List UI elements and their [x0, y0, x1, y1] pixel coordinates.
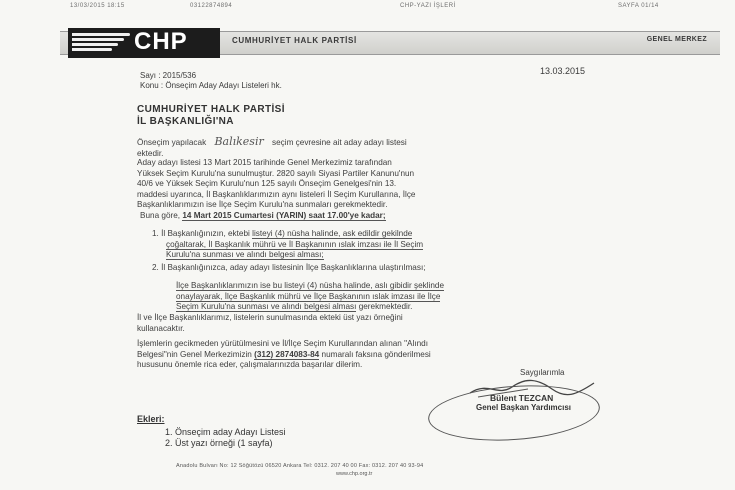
p1-text-a: Önseçim yapılacak [137, 138, 207, 147]
p2-line-2: Yüksek Seçim Kurulu'na sunulmuştur. 2820 sayılı Siyasi Partiler Kanunu'nun [137, 168, 415, 178]
fax-header [70, 3, 715, 13]
list-item-1 [152, 229, 423, 261]
fax-number-highlight: (312) 2874083-84 [254, 349, 320, 359]
p4-line-2: onaylayarak, İlçe Başkanlık mührü ve İlçe Başkanının ıslak imzası ile İlçe [176, 291, 441, 301]
fax-date-time: 13/03/2015 18:15 [70, 3, 125, 9]
paragraph-5 [137, 313, 403, 334]
fax-sender: CHP-YAZI İŞLERİ [400, 3, 456, 9]
p1-text-b: seçim çevresine ait aday adayı listesi [272, 138, 407, 147]
p6-line-2c: numaralı faksına gönderilmesi [321, 349, 431, 359]
footer-address: Anadolu Bulvarı No: 12 Söğütözü 06520 Ankara Tel: 0312. 207 40 00 Fax: 0312. 207 40 93-94 [176, 463, 424, 469]
logo-stripes-icon [72, 33, 130, 53]
official-seal [426, 380, 601, 446]
paragraph-2 [137, 158, 415, 211]
attachment-item-1: 1. Önseçim aday Adayı Listesi [165, 427, 286, 437]
p2-line-4: maddesi uyarınca, İl Başkanlıklarımızın aynı listeleri İl Seçim Kurullarına, İlçe [137, 189, 416, 199]
item1-line-3: Kurulu'na sunması ve alındı belgesi alması; [166, 250, 324, 259]
document-date: 13.03.2015 [540, 66, 586, 76]
paragraph-3 [140, 211, 386, 222]
headquarters-label: GENEL MERKEZ [646, 36, 707, 43]
item1-text-a: 1. İl Başkanlığınızın, ektebi [152, 229, 250, 238]
p6-line-2a: Belgesi"nin Genel Merkezimizin [137, 349, 252, 359]
list-item-2 [152, 263, 426, 274]
p2-line-3: 40/6 ve Yüksek Seçim Kurulu'nun 125 sayılı Önseçim Genelgesi'nin 13. [137, 179, 397, 188]
paragraph-6 [137, 339, 431, 371]
p4-line-3b: gerekmektedir. [358, 302, 413, 311]
document-subject: Konu : Önseçim Aday Adayı Listeleri hk. [140, 81, 282, 90]
p6-line-3: hususunu önemle rica eder, çalışmalarınızda başarılar dilerim. [137, 360, 363, 369]
attachment-item-2: 2. Üst yazı örneği (1 sayfa) [165, 438, 273, 448]
p5-line-1: İl ve İlçe Başkanlıklarımız, listelerin sunulmasında ekteki üst yazı örneğini [137, 313, 403, 322]
item1-line-2: çoğaltarak, İl Başkanlık mührü ve İl Başkanının ıslak imzası ile İl Seçim [166, 239, 424, 249]
regards: Saygılarımla [520, 368, 565, 377]
p4-line-1: İlçe Başkanlıklarımızın ise bu listeyi (4) nüsha halinde, aslı gibidir şeklinde [176, 281, 445, 290]
recipient-line-1: CUMHURİYET HALK PARTİSİ [137, 104, 285, 115]
deadline: 14 Mart 2015 Cumartesi (YARIN) saat 17.00'ye kadar; [182, 211, 386, 220]
fax-number: 03122874894 [190, 3, 233, 9]
paragraph-1 [137, 137, 407, 159]
document-number: Sayı : 2015/536 [140, 71, 197, 80]
fax-page-count: SAYFA 01/14 [618, 3, 659, 9]
paragraph-4 [176, 281, 444, 313]
footer-url: www.chp.org.tr [336, 471, 373, 477]
p1-text-c: ektedir. [137, 148, 164, 158]
item1-text-b: listeyi (4) nüsha halinde, ask edildir gekilnde [252, 229, 413, 238]
chp-logo [68, 28, 220, 58]
p4-line-3a: Seçim Kurulu'na sunması ve alındı belgesi alması [176, 302, 357, 311]
p6-line-1: İşlemlerin gecikmeden yürütülmesini ve İl/İlçe Seçim Kurullarından alınan "Alındı [137, 339, 428, 348]
logo-text: CHP [134, 28, 188, 55]
handwritten-district: Balıkesir [214, 135, 264, 148]
p2-line-1: Aday adayı listesi 13 Mart 2015 tarihinde Genel Merkezimiz tarafından [137, 158, 392, 167]
recipient-line-2: İL BAŞKANLIĞI'NA [137, 116, 234, 127]
p3-text-a: Buna göre, [140, 211, 181, 220]
p5-line-2: kullanacaktır. [137, 323, 185, 333]
item2-text: 2. İl Başkanlığınızca, aday adayı listesinin İlçe Başkanlıklarına ulaştırılması; [152, 263, 426, 272]
signatory-title: Genel Başkan Yardımcısı [476, 403, 572, 412]
attachments-heading: Ekleri: [137, 414, 165, 424]
party-name: CUMHURİYET HALK PARTİSİ [232, 36, 357, 45]
signatory-name: Bülent TEZCAN [490, 393, 554, 403]
p2-line-5: Başkanlıklarımızın ise İlçe Seçim Kurulu'na sunmaları gerekmektedir. [137, 200, 388, 209]
